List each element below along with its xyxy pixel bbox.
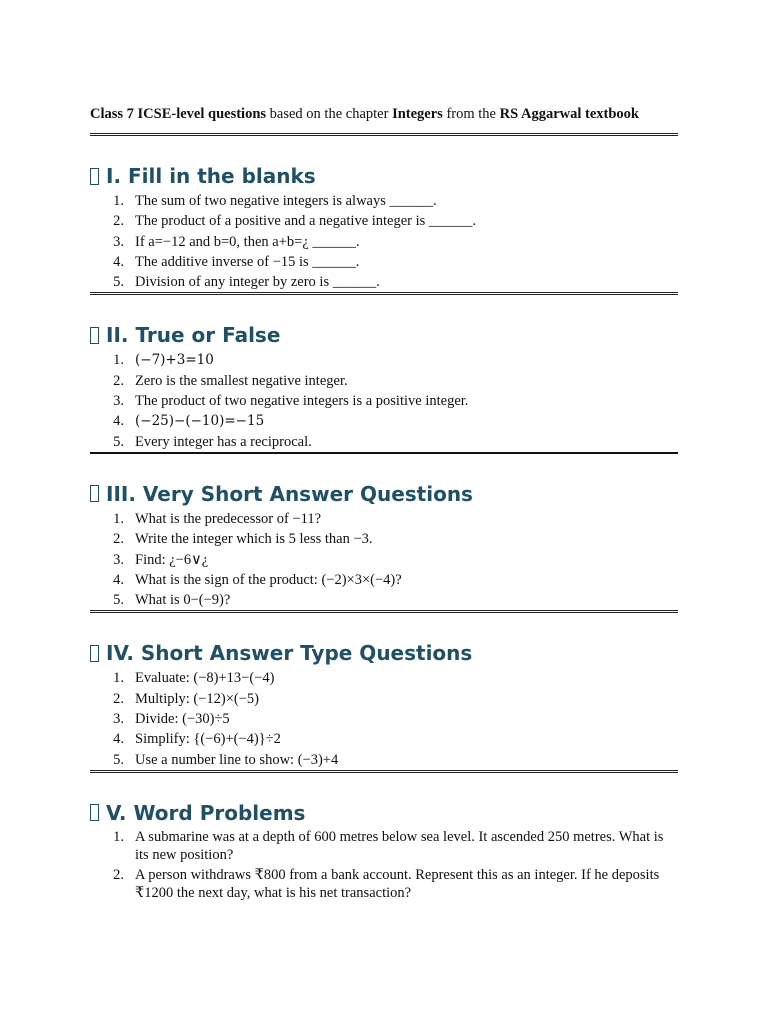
list-item: 3. The product of two negative integers is a positive integer. <box>113 393 469 410</box>
section-heading-1-text: I. Fill in the blanks <box>106 164 316 188</box>
section-heading-5 <box>90 801 678 825</box>
section-heading-2 <box>90 323 678 347</box>
list-item: 1. What is the predecessor of −11? <box>113 510 322 527</box>
list-item: 3. If a=−12 and b=0, then a+b=¿ ______. <box>113 233 360 250</box>
list-item: 4. The additive inverse of −15 is ______. <box>113 253 360 270</box>
section-heading-4 <box>90 641 678 665</box>
list-item: 1. Evaluate: (−8)+13−(−4) <box>113 670 275 687</box>
section-heading-4-text: IV. Short Answer Type Questions <box>106 641 473 666</box>
list-item: 2. A person withdraws ₹800 from a bank account. Represent this as an integer. If he deposits ₹1200 the next day, what is his net transaction? <box>113 866 660 901</box>
list-item: 5. Division of any integer by zero is ______. <box>113 274 380 291</box>
intro-paragraph <box>90 104 678 124</box>
section-heading-1 <box>90 164 678 188</box>
list-item: 5. Use a number line to show: (−3)+4 <box>113 751 339 768</box>
intro-bold-1: Class 7 ICSE-level questions <box>90 106 267 122</box>
list-item: 4. Simplify: {(−6)+(−4)}÷2 <box>113 731 281 748</box>
list-item: 4. What is the sign of the product: (−2)×3×(−4)? <box>113 571 402 588</box>
missing-glyph-icon <box>90 168 99 185</box>
document-content <box>90 104 678 902</box>
list-item: 5. What is 0−(−9)? <box>113 592 231 609</box>
list-item: 2. Zero is the smallest negative integer. <box>113 372 348 389</box>
intro-bold-2: Integers <box>392 106 443 122</box>
question-list-3 <box>90 509 678 610</box>
list-item: 3. Find: ¿−6∨¿ <box>113 551 209 568</box>
question-list-1 <box>90 191 678 292</box>
question-list-5 <box>90 828 678 902</box>
list-item: 1. A submarine was at a depth of 600 metres below sea level. It ascended 250 metres. What is its new position? <box>113 828 664 863</box>
missing-glyph-icon <box>90 485 99 502</box>
section-heading-2-text: II. True or False <box>106 323 281 348</box>
section-heading-3 <box>90 482 678 506</box>
list-item: 2. Write the integer which is 5 less than −3. <box>113 531 373 548</box>
list-item: 4. (−25)−(−10)=−15 <box>113 413 265 430</box>
list-item: 1. (−7)+3=10 <box>113 352 214 369</box>
intro-text-1: based on the chapter <box>266 106 393 122</box>
missing-glyph-icon <box>90 645 99 662</box>
list-item: 3. Divide: (−30)÷5 <box>113 711 230 728</box>
missing-glyph-icon <box>90 804 99 821</box>
list-item: 5. Every integer has a reciprocal. <box>113 433 312 450</box>
intro-text-2: from the <box>442 106 500 122</box>
section-heading-5-text: V. Word Problems <box>106 800 306 825</box>
missing-glyph-icon <box>90 327 99 344</box>
intro-bold-3: RS Aggarwal textbook <box>499 106 639 122</box>
list-item: 1. The sum of two negative integers is always ______. <box>113 193 437 209</box>
question-list-2 <box>90 350 678 451</box>
list-item: 2. Multiply: (−12)×(−5) <box>113 690 260 707</box>
question-list-4 <box>90 668 678 769</box>
section-heading-3-text: III. Very Short Answer Questions <box>106 481 473 506</box>
list-item: 2. The product of a positive and a negative integer is ______. <box>113 213 477 230</box>
